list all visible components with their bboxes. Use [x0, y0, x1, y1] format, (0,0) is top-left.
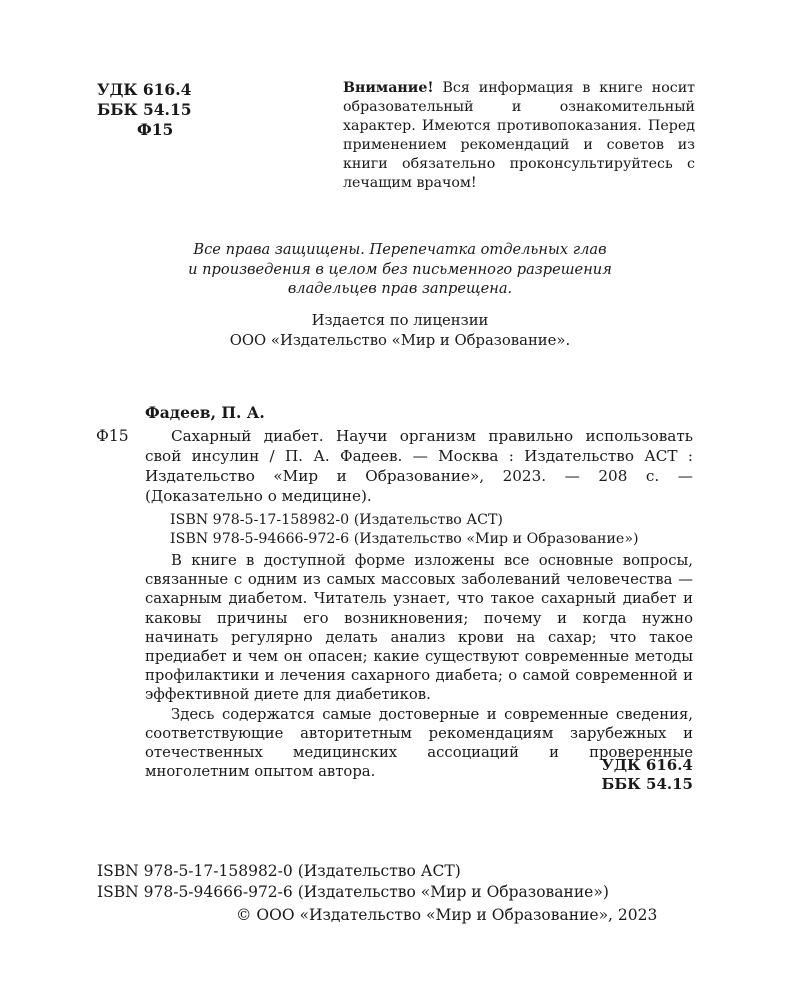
author-heading: Фадеев, П. А. — [145, 403, 265, 422]
bibliographic-description: Сахарный диабет. Научи организм правильно использовать свой инсулин / П. А. Фадеев. — Москва : Издательство АСТ : Издательство «Мир и Образование», 2023. — 208 с. — (Доказательно о медицине). — [145, 427, 693, 505]
footer-isbn-mio: ISBN 978-5-94666-972-6 (Издательство «Мир и Образование») — [97, 883, 609, 901]
udk-code: УДК 616.4 — [97, 80, 192, 99]
copyright-line: © ООО «Издательство «Мир и Образование», 2023 — [236, 906, 658, 924]
license-line-2: ООО «Издательство «Мир и Образование». — [229, 332, 571, 349]
annotation-paragraph-2: Здесь содержатся самые достоверные и современные сведения, соответствующие авторитетным рекомендациям зарубежных и отечественных медицинских ассоциаций и проверенные многолетним опытом автора. — [145, 705, 693, 781]
footer-isbn-ast: ISBN 978-5-17-158982-0 (Издательство АСТ) — [97, 862, 461, 880]
footer-isbn-list — [97, 861, 609, 903]
author-mark: Ф15 — [137, 120, 174, 139]
rights-line-3: владельцев прав запрещена. — [287, 280, 513, 297]
medical-warning — [343, 79, 695, 193]
classification-codes — [97, 80, 192, 140]
rights-line-2: и произведения в целом без письменного разрешения — [188, 260, 612, 278]
license-line-1: Издается по лицензии — [311, 312, 489, 329]
warning-label: Внимание! — [343, 80, 434, 96]
annotation-udk: УДК 616.4 — [601, 756, 693, 774]
annotation-codes — [602, 756, 693, 794]
warning-text: Вся информация в книге носит образовательный и ознакомительный характер. Имеются противопоказания. Перед применением рекомендаций и советов из книги обязательно проконсультируйтесь с лечащим врачом! — [343, 80, 695, 191]
rights-line-1: Все права защищены. Перепечатка отдельных глав — [193, 241, 607, 258]
rights-notice — [150, 240, 650, 299]
isbn-ast: ISBN 978-5-17-158982-0 (Издательство АСТ) — [170, 512, 503, 528]
isbn-list — [170, 511, 639, 549]
annotation-paragraph-1: В книге в доступной форме изложены все основные вопросы, связанные с одним из самых массовых заболеваний человечества — сахарным диабетом. Читатель узнает, что такое сахарный диабет и каковы причины его возникновения; почему и когда нужно начинать регулярно делать анализ крови на сахар; что такое предиабет и чем он опасен; какие существуют современные методы профилактики и лечения сахарного диабета; о самой современной и эффективной диете для диабетиков. — [145, 552, 693, 704]
isbn-mio: ISBN 978-5-94666-972-6 (Издательство «Мир и Образование») — [170, 531, 639, 547]
annotation — [145, 551, 693, 781]
license-notice — [150, 311, 650, 351]
bbk-code: ББК 54.15 — [97, 100, 192, 119]
author-cipher: Ф15 — [96, 427, 129, 445]
annotation-bbk: ББК 54.15 — [601, 775, 693, 793]
